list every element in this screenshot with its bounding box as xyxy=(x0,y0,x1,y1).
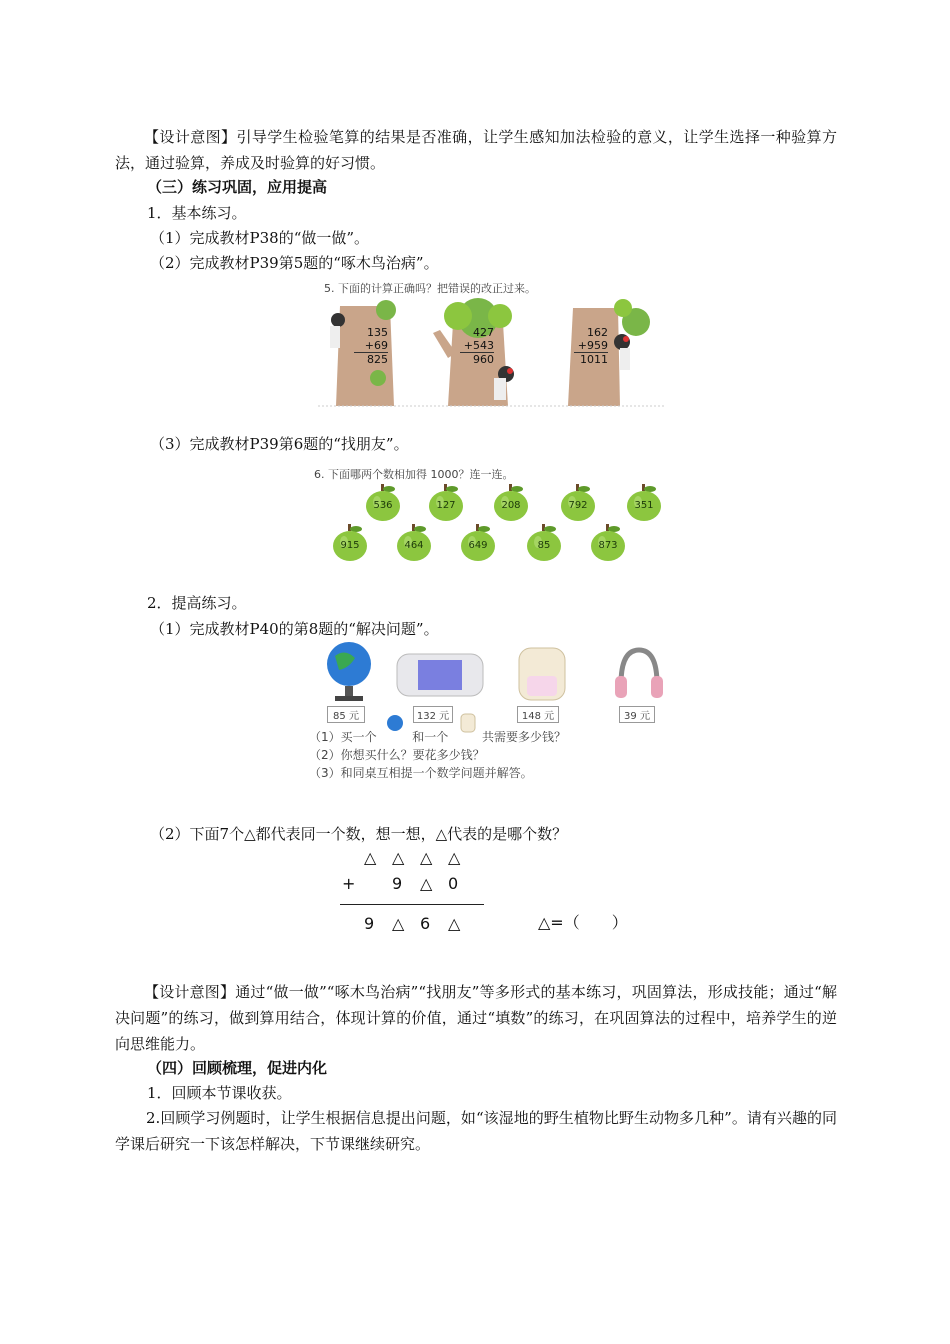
apple-2-4 xyxy=(590,524,626,562)
puzzle-r1-d4: △ xyxy=(448,848,461,867)
puzzle-r3-d3: 6 xyxy=(420,914,431,933)
problem-1-addend-a: 135 xyxy=(367,326,388,339)
apple-number: 127 xyxy=(436,500,456,511)
question-2: （2）你想买什么？要花多少钱？ xyxy=(309,748,485,762)
shopping-figure xyxy=(305,638,675,788)
advanced-item-1: （1）完成教材P40的第8题的“解决问题”。 xyxy=(150,620,439,638)
apple-number: 649 xyxy=(468,540,488,551)
puzzle-r3-d1: 9 xyxy=(364,914,375,933)
puzzle-sum-line xyxy=(340,904,484,905)
puzzle-r3-d4: △ xyxy=(448,914,461,933)
problem-1 xyxy=(354,326,388,366)
basic-item-2: （2）完成教材P39第5题的“啄木鸟治病”。 xyxy=(150,254,439,272)
apple-number: 85 xyxy=(537,540,551,551)
question-1-post: 共需要多少钱？ xyxy=(481,730,566,744)
apple-2-1 xyxy=(396,524,432,562)
triangle-puzzle xyxy=(340,848,670,938)
question-1-mid: 和一个 xyxy=(412,730,449,744)
review-item-2: 2.回顾学习例题时，让学生根据信息提出问题，如“该湿地的野生植物比野生动物多几种”。请有兴趣的同学课后研究一下该怎样解决，下节课继续研究。 xyxy=(115,1109,837,1153)
apple-1-4 xyxy=(626,484,662,522)
puzzle-r1-d2: △ xyxy=(392,848,405,867)
problem-3-addend-b: +959 xyxy=(574,339,608,353)
question-1 xyxy=(309,728,566,745)
problem-1-addend-b: +69 xyxy=(354,339,388,353)
apple-number: 208 xyxy=(501,500,521,511)
design-intent-2: 【设计意图】通过“做一做”“啄木鸟治病”“找朋友”等多形式的基本练习，巩固算法，形成技能；通过“解决问题”的练习，做到算用结合，体现计算的价值，通过“填数”的练习，在巩固算法的过程中，培养学生的逆向思维能力。 xyxy=(115,983,837,1053)
puzzle-r1-d1: △ xyxy=(364,848,377,867)
price-tag-headphones: 39 元 xyxy=(619,706,655,723)
apple-1-2 xyxy=(493,484,529,522)
basic-item-3: （3）完成教材P39第6题的“找朋友”。 xyxy=(150,435,409,453)
problem-1-sum: 825 xyxy=(367,353,388,366)
problem-3 xyxy=(574,326,608,366)
apple-number: 351 xyxy=(634,500,654,511)
price-tag-console: 132 元 xyxy=(413,706,453,723)
question-3: （3）和同桌互相提一个数学问题并解答。 xyxy=(309,766,533,780)
puzzle-r3-d2: △ xyxy=(392,914,405,933)
section-3-title: （三）练习巩固，应用提高 xyxy=(147,178,328,196)
problem-3-addend-a: 162 xyxy=(587,326,608,339)
price-tag-globe: 85 元 xyxy=(327,706,365,723)
figure-6-caption: 6. 下面哪两个数相加得 1000？连一连。 xyxy=(314,468,514,481)
price-tag-backpack: 148 元 xyxy=(517,706,559,723)
advanced-practice-title: 2．提高练习。 xyxy=(147,594,247,612)
basic-item-1: （1）完成教材P38的“做一做”。 xyxy=(150,229,370,247)
puzzle-r1-d3: △ xyxy=(420,848,433,867)
puzzle-r2-d1: 9 xyxy=(392,874,403,893)
apple-2-0 xyxy=(332,524,368,562)
apple-1-1 xyxy=(428,484,464,522)
puzzle-r2-d2: △ xyxy=(420,874,433,893)
basic-practice-title: 1．基本练习。 xyxy=(147,204,247,222)
apple-number: 464 xyxy=(404,540,424,551)
problem-3-sum: 1011 xyxy=(580,353,608,366)
advanced-item-2: （2）下面7个△都代表同一个数，想一想，△代表的是哪个数？ xyxy=(150,825,568,843)
problem-2-sum: 960 xyxy=(473,353,494,366)
puzzle-r2-d3: 0 xyxy=(448,874,459,893)
puzzle-row-2 xyxy=(392,874,476,893)
design-intent-1: 【设计意图】引导学生检验笔算的结果是否准确，让学生感知加法检验的意义，让学生选择一种验算方法，通过验算，养成及时验算的好习惯。 xyxy=(115,128,837,172)
apple-number: 915 xyxy=(340,540,360,551)
apple-2-2 xyxy=(460,524,496,562)
apple-1-0 xyxy=(365,484,401,522)
problem-2-addend-a: 427 xyxy=(473,326,494,339)
puzzle-plus-sign: + xyxy=(342,874,356,893)
woodpecker-figure xyxy=(318,278,664,408)
review-item-1: 1．回顾本节课收获。 xyxy=(147,1084,292,1102)
apple-number: 536 xyxy=(373,500,393,511)
section-4-title: （四）回顾梳理，促进内化 xyxy=(147,1059,328,1077)
problem-2 xyxy=(460,326,494,366)
figure-5-caption: 5. 下面的计算正确吗？把错误的改正过来。 xyxy=(324,282,536,295)
puzzle-answer: △=（ ） xyxy=(538,913,628,932)
apple-2-3 xyxy=(526,524,562,562)
problem-2-addend-b: +543 xyxy=(460,339,494,353)
apple-number: 792 xyxy=(568,500,588,511)
question-1-pre: （1）买一个 xyxy=(309,730,377,744)
apple-1-3 xyxy=(560,484,596,522)
apple-number: 873 xyxy=(598,540,618,551)
puzzle-row-1 xyxy=(364,848,476,867)
apple-figure xyxy=(310,462,670,567)
puzzle-row-3 xyxy=(364,914,476,933)
